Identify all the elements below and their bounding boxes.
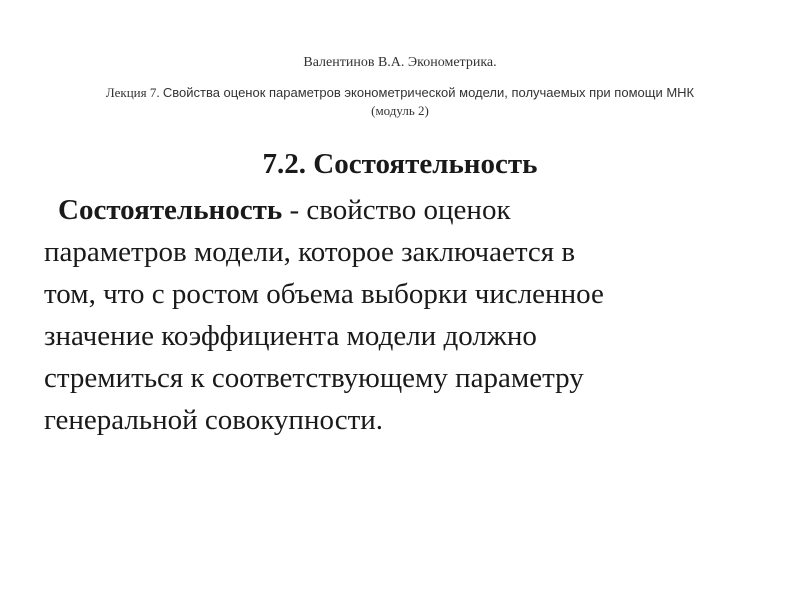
lecture-module: (модуль 2) [371, 103, 429, 118]
definition-paragraph [44, 189, 764, 441]
definition-line: генеральной совокупности. [44, 404, 384, 436]
definition-line: том, что с ростом объема выборки численное [44, 278, 604, 310]
definition-line: значение коэффициента модели должно [44, 320, 537, 352]
definition-text: - свойство оценок [282, 194, 511, 226]
lecture-title-line [40, 84, 760, 120]
author-course-line: Валентинов В.А. Эконометрика. [303, 55, 497, 70]
definition-line [44, 189, 764, 231]
section-heading: 7.2. Состоятельность [262, 148, 538, 180]
definition-line: стремиться к соответствующему параметру [44, 362, 584, 394]
lecture-title: Свойства оценок параметров эконометрической модели, получаемых при помощи МНК [162, 85, 695, 100]
definition-term: Состоятельность [58, 194, 283, 226]
lecture-number: Лекция 7. [105, 85, 160, 100]
definition-line: параметров модели, которое заключается в [44, 236, 576, 268]
